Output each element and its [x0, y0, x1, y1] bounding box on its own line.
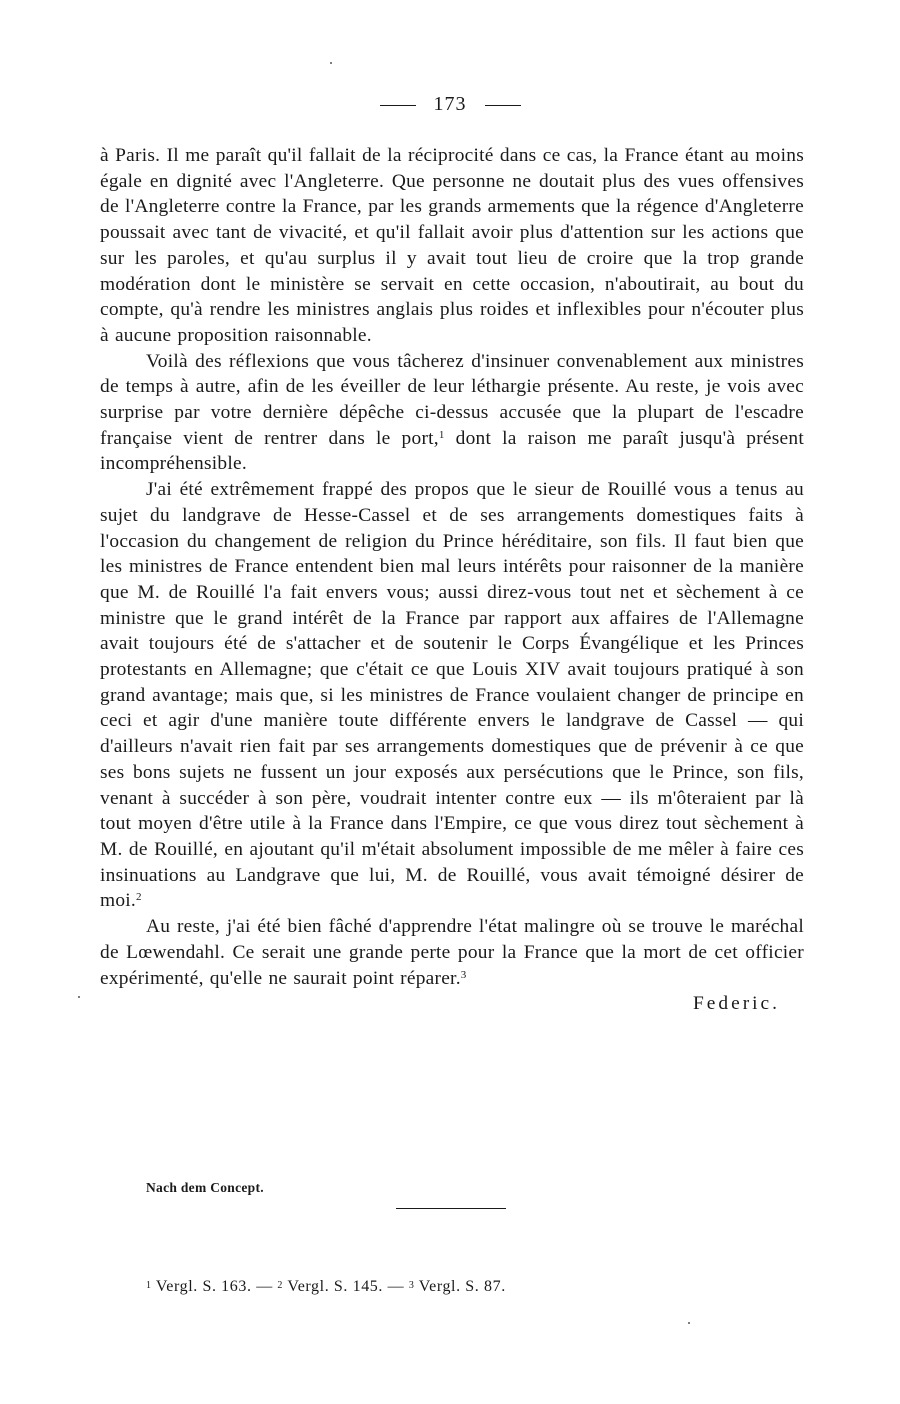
paragraph-4	[100, 914, 804, 991]
footnote-3-mark: 3	[408, 1280, 415, 1291]
footnotes	[146, 1278, 506, 1296]
footnote-1-text: Vergl. S. 163.	[155, 1278, 252, 1295]
footnote-separator-1: —	[251, 1278, 278, 1295]
footnote-ref-3: 3	[460, 968, 467, 981]
header-left-dash	[380, 105, 416, 106]
print-speck	[688, 1322, 690, 1324]
footnote-divider	[396, 1208, 506, 1209]
page-number: 173	[433, 93, 467, 115]
paragraph-3-text: J'ai été extrêmement frappé des propos que le sieur de Rouillé vous a tenus au sujet du landgrave de Hesse-Cassel et de ses arrangements domestiques faits à l'occasion du changement de religion du Prince héréditaire, son fils. Il faut bien que les ministres de France entendent bien mal leurs intérêts pour raisonner de la manière que M. de Rouillé l'a fait envers vous; aussi direz-vous tout net et sèchement à ce ministre que le grand intérêt de la France par rapport aux affaires de l'Allemagne avait toujours été de s'attacher et de soutenir le Corps Évangélique et les Princes protestants en Allemagne; que c'était ce que Louis XIV avait toujours pratiqué à son grand avantage; mais que, si les ministres de France voulaient changer de principe en ceci et agir d'une manière toute différente envers le landgrave de Cassel — qui d'ailleurs n'avait rien fait par ses arrangements domestiques que de prévenir à ce que ses bons sujets ne fussent un jour exposés aux persécutions que le Prince, son fils, venant à succéder à son père, voudrait intenter contre eux — ils m'ôteraient par là tout moyen d'être utile à la France dans l'Empire, ce que vous direz tout sèchement à M. de Rouillé, en ajoutant qu'il m'était absolument impossible de me mêler à faire ces insinuations au Landgrave que lui, M. de Rouillé, vous avait témoigné désirer de moi.	[100, 479, 804, 912]
source-note: Nach dem Concept.	[146, 1180, 264, 1195]
footnote-ref-1: 1	[438, 428, 445, 441]
footnote-1-mark: 1	[146, 1280, 152, 1291]
closing-row	[100, 991, 804, 1017]
paragraph-2	[100, 349, 804, 478]
paragraph-1-text: à Paris. Il me paraît qu'il fallait de la réciprocité dans ce cas, la France étant au moins égale en dignité avec l'Angleterre. Que personne ne doutait plus des vues offensives de l'Angleterre contre la France, par les grands armements que la régence d'Angleterre poussait avec tant de vivacité, et qu'il fallait avoir plus d'attention sur les actions que sur les paroles, et qu'au surplus il y avait tout lieu de croire que la trop grande modération dont le ministère se servait en cette occasion, n'aboutirait, au bout du compte, qu'à rendre les ministres anglais plus roides et inflexibles pour n'écouter plus à aucune proposition raisonnable.	[100, 145, 804, 346]
paragraph-1	[100, 143, 804, 349]
header-right-dash	[485, 105, 521, 106]
footnote-ref-2: 2	[136, 891, 142, 904]
footnote-separator-2: —	[383, 1278, 409, 1295]
letter-body	[100, 143, 804, 1017]
footnote-2-text: Vergl. S. 145.	[287, 1278, 383, 1295]
page-header	[0, 93, 900, 116]
print-speck	[78, 996, 80, 998]
footnote-2-mark: 2	[277, 1280, 284, 1291]
footnote-3-text: Vergl. S. 87.	[418, 1278, 506, 1295]
paragraph-2-text: Voilà des réflexions que vous tâcherez d'insinuer convenablement aux ministres de temps à autre, afin de les éveiller de leur léthargie présente. Au reste, je vois avec surprise par votre dernière dépêche ci-dessus accusée que la plupart de l'escadre française vient de rentrer dans le port,	[100, 350, 804, 449]
paragraph-4-text: Au reste, j'ai été bien fâché d'apprendre l'état malingre où se trouve le maréchal de Lœwendahl. Ce serait une grande perte pour la France que la mort de cet officier expérimenté, qu'elle ne saurait point réparer.	[100, 916, 804, 989]
signature: Federic.	[693, 993, 780, 1015]
paragraph-3	[100, 477, 804, 914]
print-speck	[330, 62, 332, 64]
paragraph-2-text-cont: dont la raison me paraît jusqu'à présent incompréhensible.	[100, 427, 804, 475]
